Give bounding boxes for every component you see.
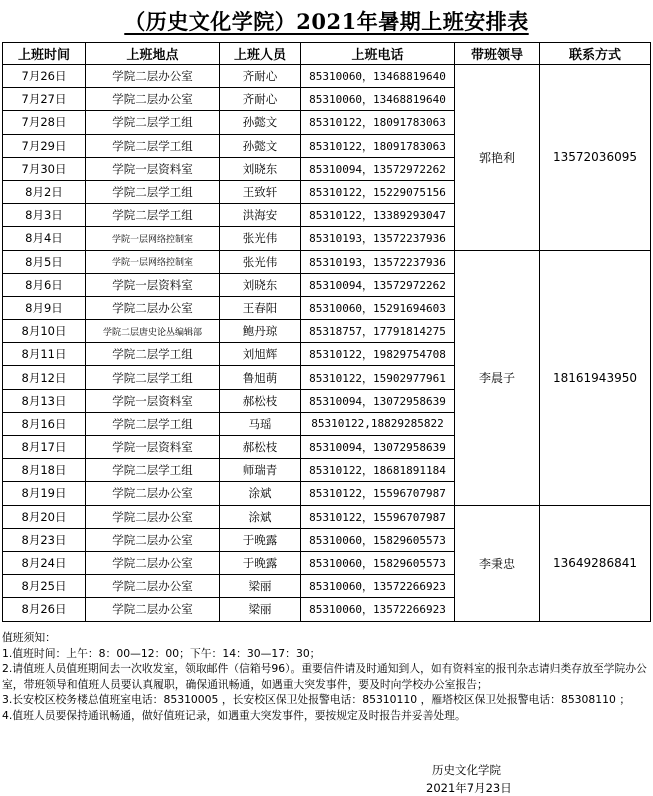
notes-heading: 值班须知： [2,631,56,644]
note-item: 3.长安校区校务楼总值班室电话：85310005 ，长安校区保卫处报警电话：85310110 ，雁塔校区保卫处报警电话：85308110 ； [2,693,631,706]
col-header-time: 上班时间 [3,43,86,65]
staff-cell: 涂斌 [220,482,301,505]
date-cell: 8月5日 [3,250,86,273]
date-cell: 8月17日 [3,436,86,459]
location-cell: 学院二层唐史论丛编辑部 [86,320,220,343]
phone-cell: 85310193，13572237936 [301,250,455,273]
date-cell: 8月23日 [3,528,86,551]
location-cell: 学院二层办公室 [86,65,220,88]
phone-cell: 85310122，15596707987 [301,505,455,528]
date-cell: 7月28日 [3,111,86,134]
date-cell: 8月2日 [3,180,86,203]
table-row [3,250,651,273]
phone-cell: 85310094，13072958639 [301,389,455,412]
location-cell: 学院一层资料室 [86,157,220,180]
location-cell: 学院二层学工组 [86,412,220,435]
staff-cell: 师瑞青 [220,459,301,482]
leader-cell: 李秉忠 [455,505,540,621]
contact-cell: 13649286841 [540,505,651,621]
note-item: 4.值班人员要保持通讯畅通，做好值班记录，如遇重大突发事件，要按规定及时报告并妥善处理。 [2,708,466,722]
table-row [3,65,651,88]
staff-cell: 齐耐心 [220,88,301,111]
date-cell: 8月25日 [3,575,86,598]
date-cell: 8月20日 [3,505,86,528]
table-row [3,505,651,528]
location-cell: 学院二层学工组 [86,366,220,389]
date-cell: 7月29日 [3,134,86,157]
table-header-row [3,43,651,65]
staff-cell: 鲁旭萌 [220,366,301,389]
staff-cell: 梁丽 [220,598,301,621]
date-cell: 8月19日 [3,482,86,505]
contact-cell: 13572036095 [540,65,651,251]
location-cell: 学院一层资料室 [86,273,220,296]
phone-cell: 85310122，15229075156 [301,180,455,203]
col-header-contact: 联系方式 [540,43,651,65]
phone-cell: 85310122，15596707987 [301,482,455,505]
location-cell: 学院二层学工组 [86,111,220,134]
staff-cell: 王春阳 [220,296,301,319]
date-cell: 8月9日 [3,296,86,319]
location-cell: 学院二层办公室 [86,528,220,551]
date-cell: 8月6日 [3,273,86,296]
staff-cell: 洪海安 [220,204,301,227]
leader-cell: 郭艳利 [455,65,540,251]
signature-date: 2021年7月23日 [426,781,512,795]
staff-cell: 梁丽 [220,575,301,598]
col-header-phone: 上班电话 [301,43,455,65]
location-cell: 学院一层网络控制室 [86,227,220,250]
date-cell: 7月30日 [3,157,86,180]
phone-cell: 85310060，15829605573 [301,551,455,574]
staff-cell: 王致轩 [220,180,301,203]
phone-cell: 85310060，13572266923 [301,598,455,621]
page-title: （历史文化学院）2021年暑期上班安排表 [124,9,529,34]
phone-cell: 85310060，15291694603 [301,296,455,319]
phone-cell: 85310122，19829754708 [301,343,455,366]
location-cell: 学院二层学工组 [86,459,220,482]
staff-cell: 齐耐心 [220,65,301,88]
col-header-leader: 带班领导 [455,43,540,65]
staff-cell: 于晚露 [220,551,301,574]
location-cell: 学院二层办公室 [86,598,220,621]
staff-cell: 于晚露 [220,528,301,551]
staff-cell: 涂斌 [220,505,301,528]
date-cell: 8月26日 [3,598,86,621]
location-cell: 学院二层办公室 [86,575,220,598]
phone-cell: 85310122，18091783063 [301,111,455,134]
location-cell: 学院二层办公室 [86,505,220,528]
date-cell: 8月12日 [3,366,86,389]
date-cell: 7月26日 [3,65,86,88]
staff-cell: 郝松枝 [220,436,301,459]
location-cell: 学院一层网络控制室 [86,250,220,273]
phone-cell: 85310122，15902977961 [301,366,455,389]
date-cell: 7月27日 [3,88,86,111]
staff-cell: 郝松枝 [220,389,301,412]
date-cell: 8月10日 [3,320,86,343]
phone-cell: 85310122，18681891184 [301,459,455,482]
staff-cell: 张光伟 [220,227,301,250]
staff-cell: 刘晓东 [220,273,301,296]
date-cell: 8月11日 [3,343,86,366]
date-cell: 8月13日 [3,389,86,412]
date-cell: 8月4日 [3,227,86,250]
phone-cell: 85318757，17791814275 [301,320,455,343]
location-cell: 学院二层办公室 [86,551,220,574]
note-item: 1.值班时间：上午：8：00—12：00；下午：14：30—17：30； [2,646,321,660]
phone-cell: 85310122，13389293047 [301,204,455,227]
duty-schedule-table [2,42,651,622]
leader-cell: 李晨子 [455,250,540,505]
staff-cell: 刘晓东 [220,157,301,180]
duty-notes [2,630,648,723]
phone-cell: 85310122,18829285822 [301,412,455,435]
location-cell: 学院二层办公室 [86,296,220,319]
note-item: 2.请值班人员值班期间去一次收发室，领取邮件（信箱号96）。重要信件请及时通知到人，如有资料室的报刊杂志请归类存放至学院办公室，带班领导和值班人员要认真履职，确保通讯畅通，如遇重大突发事件，要及时向学校办公室报告； [2,662,647,691]
phone-cell: 85310094，13572972262 [301,273,455,296]
col-header-staff: 上班人员 [220,43,301,65]
location-cell: 学院一层资料室 [86,389,220,412]
location-cell: 学院二层办公室 [86,88,220,111]
phone-cell: 85310122，18091783063 [301,134,455,157]
signature-org: 历史文化学院 [432,763,501,777]
phone-cell: 85310060，13572266923 [301,575,455,598]
location-cell: 学院一层资料室 [86,436,220,459]
location-cell: 学院二层学工组 [86,134,220,157]
date-cell: 8月24日 [3,551,86,574]
col-header-location: 上班地点 [86,43,220,65]
location-cell: 学院二层学工组 [86,180,220,203]
date-cell: 8月16日 [3,412,86,435]
phone-cell: 85310060，13468819640 [301,88,455,111]
staff-cell: 张光伟 [220,250,301,273]
contact-cell: 18161943950 [540,250,651,505]
date-cell: 8月3日 [3,204,86,227]
phone-cell: 85310060，15829605573 [301,528,455,551]
staff-cell: 刘旭辉 [220,343,301,366]
location-cell: 学院二层学工组 [86,204,220,227]
location-cell: 学院二层学工组 [86,343,220,366]
phone-cell: 85310193，13572237936 [301,227,455,250]
staff-cell: 孙懿文 [220,111,301,134]
location-cell: 学院二层办公室 [86,482,220,505]
staff-cell: 鲍丹琼 [220,320,301,343]
phone-cell: 85310060，13468819640 [301,65,455,88]
date-cell: 8月18日 [3,459,86,482]
phone-cell: 85310094，13572972262 [301,157,455,180]
staff-cell: 马瑶 [220,412,301,435]
staff-cell: 孙懿文 [220,134,301,157]
phone-cell: 85310094，13072958639 [301,436,455,459]
